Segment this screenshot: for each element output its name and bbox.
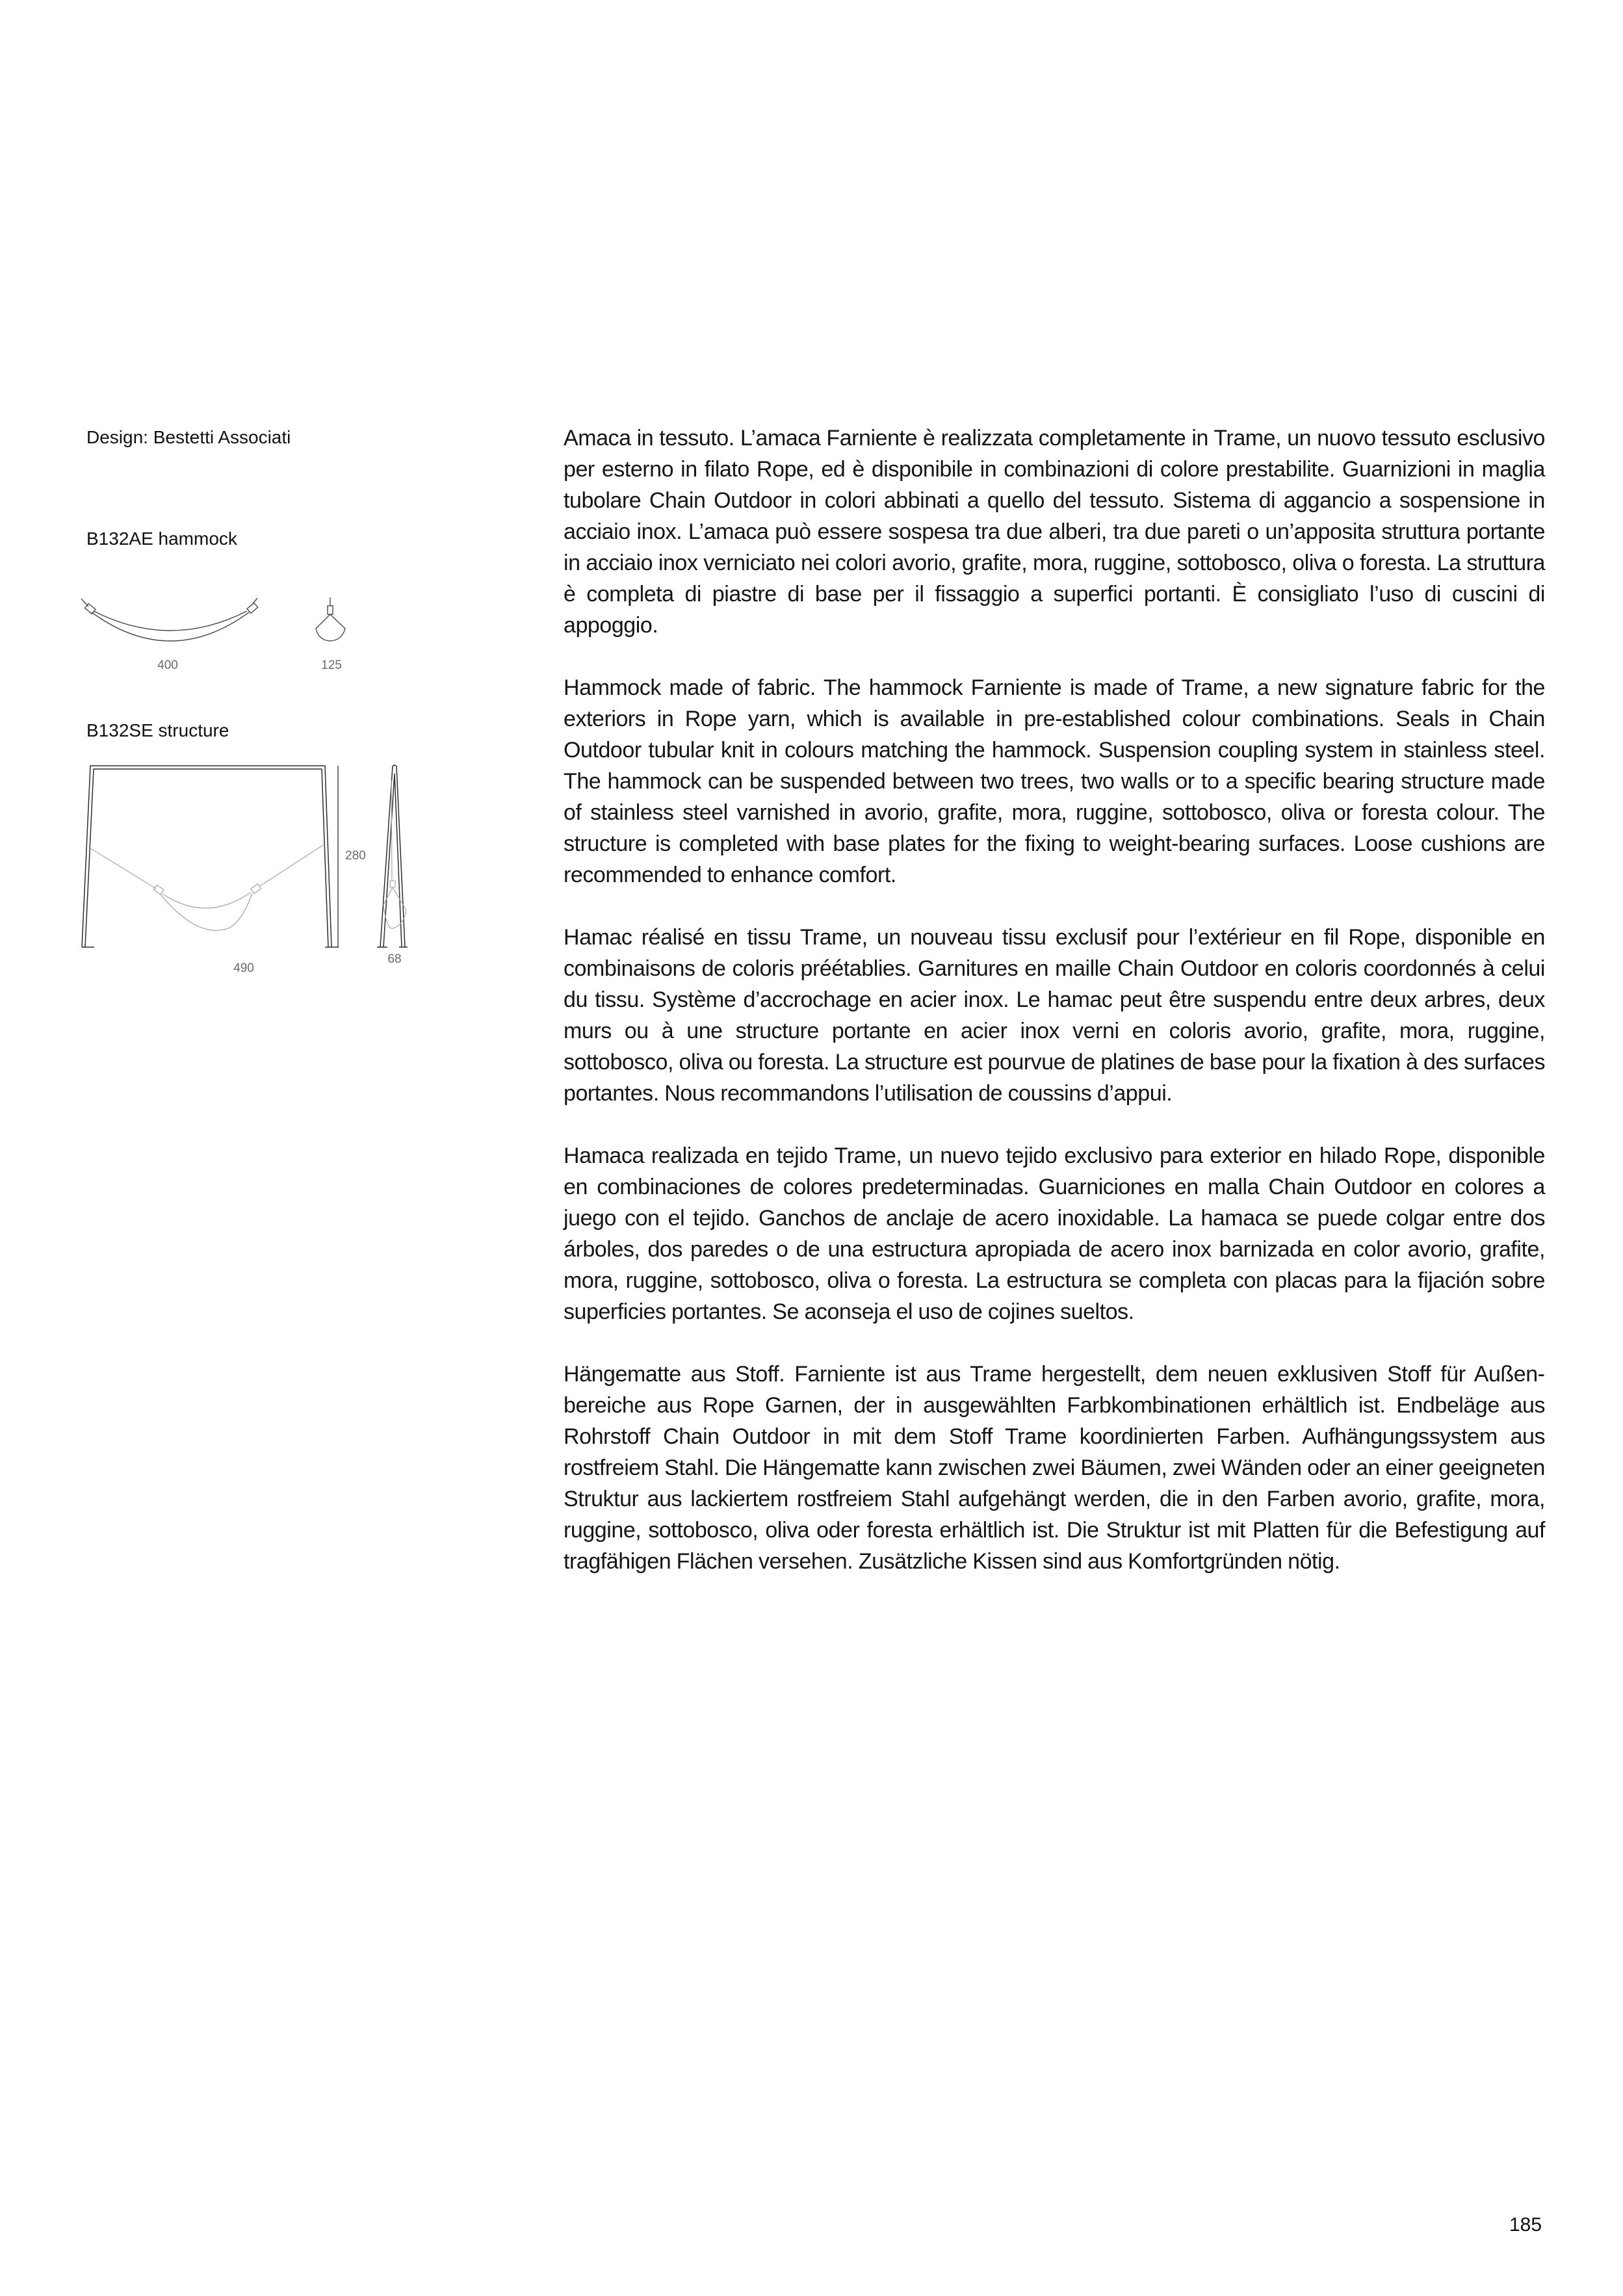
hammock-width-dimension: 125	[321, 659, 342, 672]
hammock-product-label: B132AE hammock	[86, 528, 237, 549]
structure-front-view	[82, 766, 339, 947]
structure-left-rope	[88, 847, 156, 889]
description-italian: Amaca in tessuto. L’amaca Farniente è realizzata completamente in Trame, un nuovo tessuto esclusivo per esterno in filato Rope, ed è disponibile in combinazioni di colore prestabilite. Guarnizioni in maglia tubolare Chain Outdoor in colori abbinati a quello del tessuto. Sistema di aggancio a sospensione in acciaio inox. L’amaca può essere sospesa tra due alberi, tra due pareti o un’apposita struttura portante in acciaio inox verniciato nei colori avorio, grafite, mora, ruggine, sottobosco, oliva o foresta. La struttura è completa di piastre di base per il fissaggio a superfici portanti. È consigliato l’uso di cuscini di appoggio.	[564, 426, 1545, 638]
side-leg-outer	[380, 765, 405, 947]
structure-product-label: B132SE structure	[86, 720, 229, 740]
frame-outer-outline	[82, 766, 331, 947]
description-spanish: Hamaca realizada en tejido Trame, un nuevo tejido exclusivo para exterior en hilado Rope, disponible en combinaciones de colores predeterminadas. Guarniciones en malla Chain Outdoor en colores a juego con el tejido. Ganchos de anclaje de acero inoxidable. La hamaca se puede colgar entre dos árboles, dos paredes o de una estructura apropiada de acero inox barnizada en color avorio, grafite, mora, ruggine, sottobosco, oliva o foresta. La estructura se completa con placas para la fijación sobre superficies portantes. Se aconseja el uso de cojines sueltos.	[564, 1143, 1545, 1324]
structure-length-dimension: 490	[233, 961, 254, 975]
description-german: Hängematte aus Stoff. Farniente ist aus Trame hergestellt, dem neuen exklusiven Stoff für Außenbereiche aus Rope Garnen, der in ausgewählten Farbkombinationen erhältlich ist. Endbeläge aus Rohrstoff Chain Outdoor in mit dem Stoff Trame koordinierten Farben. Aufhängungssystem aus rostfreiem Stahl. Die Hängematte kann zwischen zwei Bäumen, zwei Wänden oder an einer geeigneten Struktur aus lackiertem rostfreiem Stahl aufgehängt werden, die in den Farben avorio, grafite, mora, ruggine, sottobosco, oliva oder foresta erhältlich ist. Die Struktur ist mit Platten für die Befestigung auf tragfähigen Flächen versehen. Zusätzliche Kissen sind aus Komfortgründen nötig.	[564, 1362, 1545, 1574]
description-french: Hamac réalisé en tissu Trame, un nouveau tissu exclusif pour l’extérieur en fil Rope, disponible en combinaisons de coloris préétablies. Garnitures en maille Chain Outdoor en coloris coordonnés à celui du tissu. Système d’accrochage en acier inox. Le hamac peut être suspendu entre deux arbres, deux murs ou à une structure portante en acier inox verni en coloris avorio, grafite, mora, ruggine, sottobosco, oliva ou foresta. La structure est pourvue de platines de base pour la fixation à des surfaces portantes. Nous recommandons l’utilisation de coussins d’appui.	[564, 925, 1545, 1106]
structure-left-clip	[153, 885, 164, 894]
structure-right-rope	[260, 845, 323, 886]
structure-height-dimension: 280	[345, 849, 366, 863]
design-credit: Design: Bestetti Associati	[86, 427, 291, 447]
page-number: 185	[1509, 2214, 1542, 2236]
structure-right-clip	[251, 884, 261, 894]
hammock-length-dimension: 400	[157, 659, 178, 672]
structure-hammock-lower-edge	[161, 893, 252, 930]
description-english: Hammock made of fabric. The hammock Farniente is made of Trame, a new signature fabric for the exteriors in Rope yarn, which is available in pre-established colour combinations. Seals in Chain Outdoor tubular knit in colours matching the hammock. Suspension coupling system in stainless steel. The hammock can be suspended between two trees, two walls or to a specific bearing structure made of stainless steel varnished in avorio, grafite, mora, ruggine, sottobosco, oliva or foresta colour. The structure is completed with base plates for the fixing to weight-bearing surfaces. Loose cushions are recommended to enhance comfort.	[564, 675, 1545, 887]
structure-hammock	[88, 845, 323, 930]
structure-depth-dimension: 68	[387, 952, 402, 966]
product-description	[564, 423, 1545, 1608]
structure-hammock-upper-edge	[162, 893, 250, 908]
frame-inner-outline	[85, 769, 328, 947]
